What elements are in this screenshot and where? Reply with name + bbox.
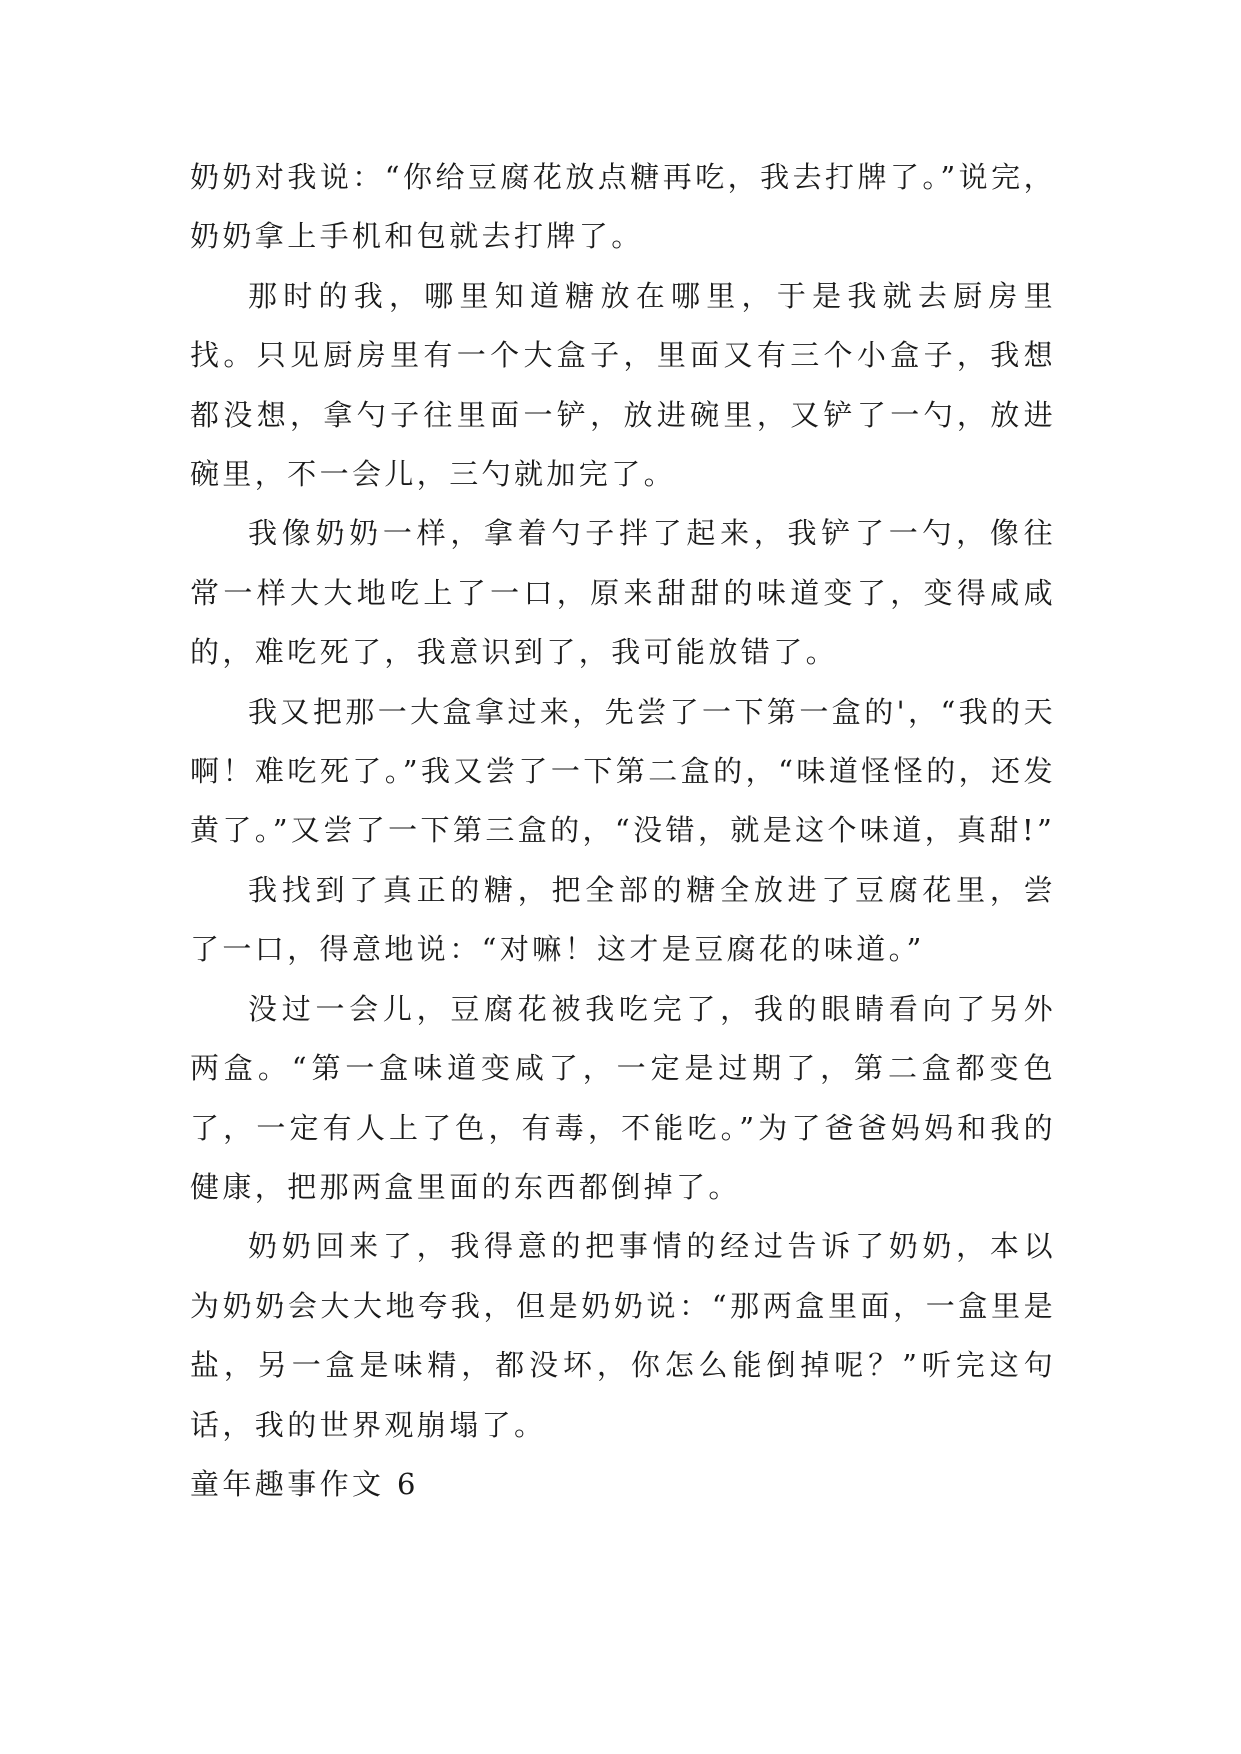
paragraph-1: 奶奶对我说：“你给豆腐花放点糖再吃，我去打牌了。”说完，奶奶拿上手机和包就去打牌了。 xyxy=(190,160,1056,254)
paragraph-6: 没过一会儿，豆腐花被我吃完了，我的眼睛看向了另外两盒。“第一盒味道变咸了，一定是过期了，第二盒都变色了，一定有人上了色，有毒，不能吃。”为了爸爸妈妈和我的健康，把那两盒里面的东西都倒掉了。 xyxy=(190,991,1056,1204)
section-heading: 童年趣事作文 6 xyxy=(190,1466,419,1501)
paragraph-5: 我找到了真正的糖，把全部的糖全放进了豆腐花里，尝了一口，得意地说：“对嘛！这才是豆腐花的味道。” xyxy=(190,872,1056,967)
paragraph-4: 我又把那一大盒拿过来，先尝了一下第一盒的'，“我的天啊！难吃死了。”我又尝了一下第二盒的，“味道怪怪的，还发黄了。”又尝了一下第三盒的，“没错，就是这个味道，真甜!” xyxy=(190,694,1056,848)
paragraph-7: 奶奶回来了，我得意的把事情的经过告诉了奶奶，本以为奶奶会大大地夸我，但是奶奶说：“那两盒里面，一盒里是盐，另一盒是味精，都没坏，你怎么能倒掉呢？”听完这句话，我的世界观崩塌了。 xyxy=(190,1229,1056,1442)
paragraph-2: 那时的我，哪里知道糖放在哪里，于是我就去厨房里找。只见厨房里有一个大盒子，里面又有三个小盒子，我想都没想，拿勺子往里面一铲，放进碗里，又铲了一勺，放进碗里，不一会儿，三勺就加完了。 xyxy=(190,278,1056,492)
document-page xyxy=(190,148,1056,1514)
paragraph-3: 我像奶奶一样，拿着勺子拌了起来，我铲了一勺，像往常一样大大地吃上了一口，原来甜甜的味道变了，变得咸咸的，难吃死了，我意识到了，我可能放错了。 xyxy=(190,516,1056,670)
